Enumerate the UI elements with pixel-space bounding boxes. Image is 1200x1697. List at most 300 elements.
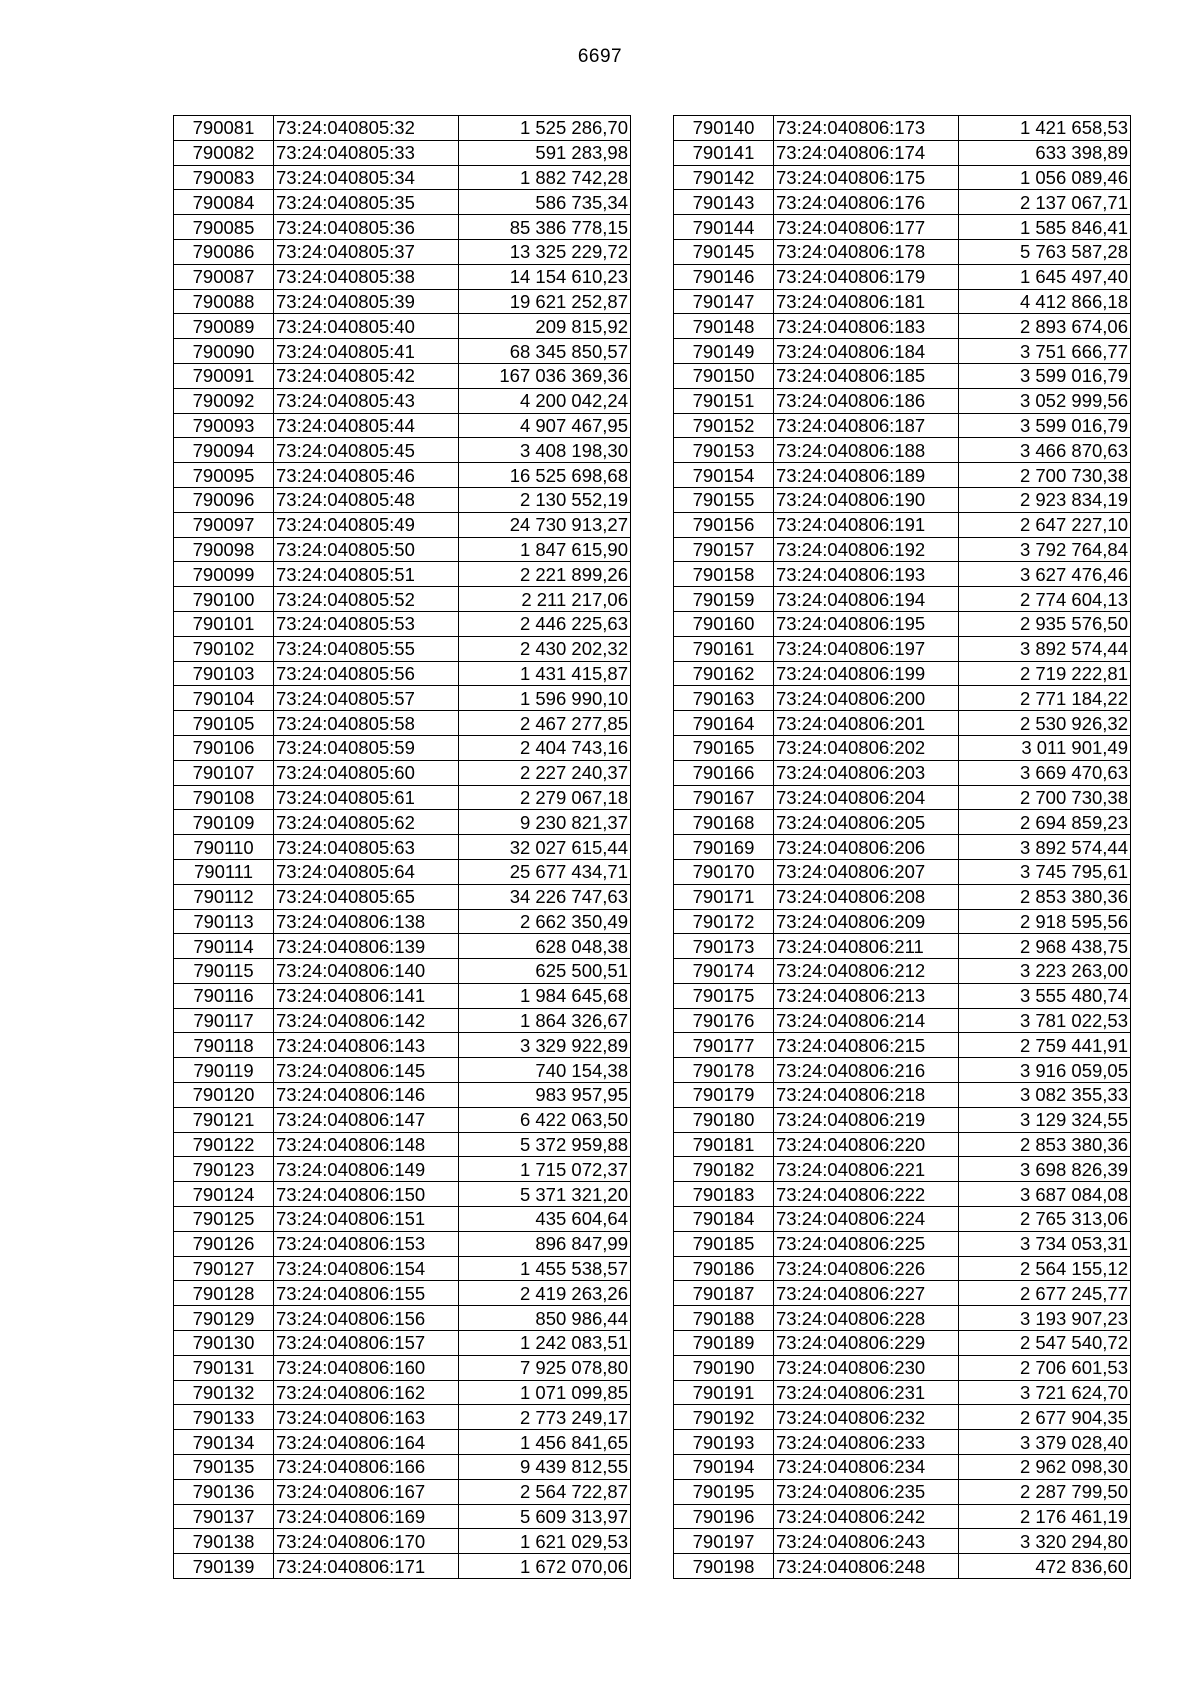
table-row (174, 884, 631, 909)
value-cell: 2 853 380,36 (959, 884, 1131, 909)
cadastral-number-cell: 73:24:040806:176 (774, 190, 959, 215)
table-row (674, 1479, 1131, 1504)
table-row (174, 1008, 631, 1033)
row-id-cell: 790101 (174, 611, 274, 636)
value-cell: 2 968 438,75 (959, 934, 1131, 959)
value-cell: 2 962 098,30 (959, 1455, 1131, 1480)
row-id-cell: 790186 (674, 1256, 774, 1281)
row-id-cell: 790150 (674, 363, 774, 388)
table-row (174, 959, 631, 984)
value-cell: 1 864 326,67 (459, 1008, 631, 1033)
table-row (174, 934, 631, 959)
table-row (174, 1430, 631, 1455)
value-cell: 4 412 866,18 (959, 289, 1131, 314)
cadastral-number-cell: 73:24:040806:139 (274, 934, 459, 959)
value-cell: 32 027 615,44 (459, 835, 631, 860)
table-row (674, 487, 1131, 512)
value-cell: 1 585 846,41 (959, 215, 1131, 240)
cadastral-number-cell: 73:24:040805:33 (274, 140, 459, 165)
row-id-cell: 790123 (174, 1157, 274, 1182)
row-id-cell: 790184 (674, 1207, 774, 1232)
table-row (674, 1331, 1131, 1356)
row-id-cell: 790162 (674, 661, 774, 686)
table-row (674, 686, 1131, 711)
value-cell: 3 745 795,61 (959, 859, 1131, 884)
row-id-cell: 790180 (674, 1107, 774, 1132)
row-id-cell: 790126 (174, 1231, 274, 1256)
table-row (674, 438, 1131, 463)
table-row (674, 636, 1131, 661)
value-cell: 85 386 778,15 (459, 215, 631, 240)
table-row (174, 1107, 631, 1132)
row-id-cell: 790147 (674, 289, 774, 314)
value-cell: 896 847,99 (459, 1231, 631, 1256)
table-row (174, 1182, 631, 1207)
table-row (674, 1355, 1131, 1380)
table-row (674, 1306, 1131, 1331)
cadastral-number-cell: 73:24:040806:204 (774, 785, 959, 810)
cadastral-number-cell: 73:24:040805:57 (274, 686, 459, 711)
table-row (674, 165, 1131, 190)
cadastral-number-cell: 73:24:040805:43 (274, 388, 459, 413)
value-cell: 3 223 263,00 (959, 959, 1131, 984)
row-id-cell: 790198 (674, 1554, 774, 1579)
row-id-cell: 790170 (674, 859, 774, 884)
row-id-cell: 790190 (674, 1355, 774, 1380)
cadastral-number-cell: 73:24:040806:194 (774, 587, 959, 612)
row-id-cell: 790118 (174, 1033, 274, 1058)
table-row (674, 810, 1131, 835)
table-row (674, 1455, 1131, 1480)
cadastral-number-cell: 73:24:040806:193 (774, 562, 959, 587)
table-row (674, 339, 1131, 364)
table-row (674, 1281, 1131, 1306)
cadastral-number-cell: 73:24:040806:220 (774, 1132, 959, 1157)
table-row (174, 1380, 631, 1405)
table-row (174, 190, 631, 215)
value-cell: 740 154,38 (459, 1058, 631, 1083)
row-id-cell: 790115 (174, 959, 274, 984)
table-row (674, 785, 1131, 810)
row-id-cell: 790164 (674, 711, 774, 736)
table-row (674, 1058, 1131, 1083)
cadastral-number-cell: 73:24:040805:55 (274, 636, 459, 661)
row-id-cell: 790083 (174, 165, 274, 190)
row-id-cell: 790119 (174, 1058, 274, 1083)
value-cell: 435 604,64 (459, 1207, 631, 1232)
table-row (174, 1207, 631, 1232)
row-id-cell: 790106 (174, 735, 274, 760)
cadastral-number-cell: 73:24:040806:199 (774, 661, 959, 686)
table-row (674, 239, 1131, 264)
cadastral-number-cell: 73:24:040806:142 (274, 1008, 459, 1033)
value-cell: 3 599 016,79 (959, 413, 1131, 438)
cadastral-number-cell: 73:24:040805:58 (274, 711, 459, 736)
value-cell: 3 916 059,05 (959, 1058, 1131, 1083)
table-row (674, 1231, 1131, 1256)
row-id-cell: 790087 (174, 264, 274, 289)
cadastral-number-cell: 73:24:040806:187 (774, 413, 959, 438)
value-cell: 2 211 217,06 (459, 587, 631, 612)
row-id-cell: 790178 (674, 1058, 774, 1083)
row-id-cell: 790158 (674, 562, 774, 587)
row-id-cell: 790136 (174, 1479, 274, 1504)
table-row (174, 661, 631, 686)
row-id-cell: 790088 (174, 289, 274, 314)
row-id-cell: 790181 (674, 1132, 774, 1157)
row-id-cell: 790144 (674, 215, 774, 240)
table-row (174, 487, 631, 512)
value-cell: 1 621 029,53 (459, 1529, 631, 1554)
value-cell: 2 221 899,26 (459, 562, 631, 587)
value-cell: 3 052 999,56 (959, 388, 1131, 413)
cadastral-number-cell: 73:24:040805:51 (274, 562, 459, 587)
table-row (174, 785, 631, 810)
cadastral-number-cell: 73:24:040806:243 (774, 1529, 959, 1554)
value-cell: 1 847 615,90 (459, 537, 631, 562)
cadastral-number-cell: 73:24:040805:59 (274, 735, 459, 760)
cadastral-number-cell: 73:24:040806:150 (274, 1182, 459, 1207)
cadastral-number-cell: 73:24:040806:169 (274, 1504, 459, 1529)
table-row (174, 1455, 631, 1480)
cadastral-number-cell: 73:24:040806:163 (274, 1405, 459, 1430)
row-id-cell: 790195 (674, 1479, 774, 1504)
cadastral-number-cell: 73:24:040806:153 (274, 1231, 459, 1256)
table-row (674, 909, 1131, 934)
value-cell: 1 421 658,53 (959, 116, 1131, 141)
left-data-table (173, 115, 631, 1579)
table-row (174, 512, 631, 537)
table-row (174, 1231, 631, 1256)
row-id-cell: 790196 (674, 1504, 774, 1529)
row-id-cell: 790085 (174, 215, 274, 240)
row-id-cell: 790104 (174, 686, 274, 711)
row-id-cell: 790142 (674, 165, 774, 190)
value-cell: 2 677 245,77 (959, 1281, 1131, 1306)
row-id-cell: 790153 (674, 438, 774, 463)
row-id-cell: 790122 (174, 1132, 274, 1157)
row-id-cell: 790116 (174, 983, 274, 1008)
row-id-cell: 790107 (174, 760, 274, 785)
value-cell: 2 765 313,06 (959, 1207, 1131, 1232)
cadastral-number-cell: 73:24:040806:216 (774, 1058, 959, 1083)
table-row (174, 165, 631, 190)
row-id-cell: 790140 (674, 116, 774, 141)
value-cell: 1 456 841,65 (459, 1430, 631, 1455)
cadastral-number-cell: 73:24:040806:191 (774, 512, 959, 537)
value-cell: 2 176 461,19 (959, 1504, 1131, 1529)
value-cell: 2 287 799,50 (959, 1479, 1131, 1504)
value-cell: 3 082 355,33 (959, 1083, 1131, 1108)
value-cell: 3 320 294,80 (959, 1529, 1131, 1554)
cadastral-number-cell: 73:24:040806:190 (774, 487, 959, 512)
value-cell: 5 763 587,28 (959, 239, 1131, 264)
row-id-cell: 790175 (674, 983, 774, 1008)
row-id-cell: 790165 (674, 735, 774, 760)
cadastral-number-cell: 73:24:040806:201 (774, 711, 959, 736)
value-cell: 3 329 922,89 (459, 1033, 631, 1058)
row-id-cell: 790125 (174, 1207, 274, 1232)
value-cell: 2 446 225,63 (459, 611, 631, 636)
value-cell: 3 555 480,74 (959, 983, 1131, 1008)
table-row (674, 1107, 1131, 1132)
value-cell: 2 694 859,23 (959, 810, 1131, 835)
row-id-cell: 790132 (174, 1380, 274, 1405)
row-id-cell: 790187 (674, 1281, 774, 1306)
value-cell: 1 672 070,06 (459, 1554, 631, 1579)
cadastral-number-cell: 73:24:040806:157 (274, 1331, 459, 1356)
value-cell: 5 372 959,88 (459, 1132, 631, 1157)
row-id-cell: 790152 (674, 413, 774, 438)
cadastral-number-cell: 73:24:040806:184 (774, 339, 959, 364)
table-row (674, 463, 1131, 488)
value-cell: 2 564 722,87 (459, 1479, 631, 1504)
table-row (674, 1405, 1131, 1430)
value-cell: 2 771 184,22 (959, 686, 1131, 711)
row-id-cell: 790135 (174, 1455, 274, 1480)
table-row (174, 1529, 631, 1554)
table-row (174, 1157, 631, 1182)
row-id-cell: 790155 (674, 487, 774, 512)
cadastral-number-cell: 73:24:040806:178 (774, 239, 959, 264)
cadastral-number-cell: 73:24:040805:53 (274, 611, 459, 636)
cadastral-number-cell: 73:24:040806:213 (774, 983, 959, 1008)
cadastral-number-cell: 73:24:040806:162 (274, 1380, 459, 1405)
value-cell: 3 751 666,77 (959, 339, 1131, 364)
row-id-cell: 790157 (674, 537, 774, 562)
value-cell: 586 735,34 (459, 190, 631, 215)
cadastral-number-cell: 73:24:040806:167 (274, 1479, 459, 1504)
value-cell: 3 466 870,63 (959, 438, 1131, 463)
row-id-cell: 790197 (674, 1529, 774, 1554)
row-id-cell: 790114 (174, 934, 274, 959)
value-cell: 1 645 497,40 (959, 264, 1131, 289)
table-row (174, 239, 631, 264)
value-cell: 4 907 467,95 (459, 413, 631, 438)
table-row (174, 711, 631, 736)
table-row (174, 339, 631, 364)
cadastral-number-cell: 73:24:040805:41 (274, 339, 459, 364)
table-row (674, 1008, 1131, 1033)
row-id-cell: 790139 (174, 1554, 274, 1579)
cadastral-number-cell: 73:24:040806:212 (774, 959, 959, 984)
cadastral-number-cell: 73:24:040806:148 (274, 1132, 459, 1157)
table-row (174, 909, 631, 934)
cadastral-number-cell: 73:24:040805:34 (274, 165, 459, 190)
value-cell: 2 137 067,71 (959, 190, 1131, 215)
row-id-cell: 790117 (174, 1008, 274, 1033)
table-row (674, 959, 1131, 984)
row-id-cell: 790081 (174, 116, 274, 141)
value-cell: 1 455 538,57 (459, 1256, 631, 1281)
row-id-cell: 790092 (174, 388, 274, 413)
table-row (174, 388, 631, 413)
value-cell: 3 627 476,46 (959, 562, 1131, 587)
value-cell: 1 596 990,10 (459, 686, 631, 711)
cadastral-number-cell: 73:24:040806:189 (774, 463, 959, 488)
row-id-cell: 790159 (674, 587, 774, 612)
cadastral-number-cell: 73:24:040806:186 (774, 388, 959, 413)
table-row (674, 1554, 1131, 1579)
row-id-cell: 790108 (174, 785, 274, 810)
table-row (674, 140, 1131, 165)
table-row (674, 413, 1131, 438)
table-row (674, 983, 1131, 1008)
value-cell: 2 700 730,38 (959, 463, 1131, 488)
table-row (174, 463, 631, 488)
table-row (674, 587, 1131, 612)
value-cell: 2 467 277,85 (459, 711, 631, 736)
table-row (174, 140, 631, 165)
cadastral-number-cell: 73:24:040805:44 (274, 413, 459, 438)
table-row (174, 562, 631, 587)
page-number: 6697 (577, 46, 623, 67)
cadastral-number-cell: 73:24:040806:226 (774, 1256, 959, 1281)
row-id-cell: 790143 (674, 190, 774, 215)
row-id-cell: 790100 (174, 587, 274, 612)
cadastral-number-cell: 73:24:040805:48 (274, 487, 459, 512)
right-data-table (673, 115, 1131, 1579)
row-id-cell: 790096 (174, 487, 274, 512)
row-id-cell: 790188 (674, 1306, 774, 1331)
value-cell: 2 923 834,19 (959, 487, 1131, 512)
row-id-cell: 790194 (674, 1455, 774, 1480)
table-row (174, 810, 631, 835)
cadastral-number-cell: 73:24:040805:61 (274, 785, 459, 810)
cadastral-number-cell: 73:24:040805:35 (274, 190, 459, 215)
row-id-cell: 790095 (174, 463, 274, 488)
value-cell: 2 662 350,49 (459, 909, 631, 934)
value-cell: 2 530 926,32 (959, 711, 1131, 736)
table-row (674, 1083, 1131, 1108)
value-cell: 14 154 610,23 (459, 264, 631, 289)
cadastral-number-cell: 73:24:040806:211 (774, 934, 959, 959)
value-cell: 2 404 743,16 (459, 735, 631, 760)
value-cell: 1 071 099,85 (459, 1380, 631, 1405)
table-row (174, 1405, 631, 1430)
table-row (674, 835, 1131, 860)
value-cell: 9 439 812,55 (459, 1455, 631, 1480)
value-cell: 2 430 202,32 (459, 636, 631, 661)
row-id-cell: 790151 (674, 388, 774, 413)
cadastral-number-cell: 73:24:040806:147 (274, 1107, 459, 1132)
row-id-cell: 790185 (674, 1231, 774, 1256)
value-cell: 2 279 067,18 (459, 785, 631, 810)
row-id-cell: 790097 (174, 512, 274, 537)
value-cell: 6 422 063,50 (459, 1107, 631, 1132)
table-row (174, 760, 631, 785)
row-id-cell: 790089 (174, 314, 274, 339)
table-row (174, 1479, 631, 1504)
table-row (674, 661, 1131, 686)
cadastral-number-cell: 73:24:040805:40 (274, 314, 459, 339)
cadastral-number-cell: 73:24:040806:149 (274, 1157, 459, 1182)
cadastral-number-cell: 73:24:040806:228 (774, 1306, 959, 1331)
cadastral-number-cell: 73:24:040806:177 (774, 215, 959, 240)
table-row (174, 314, 631, 339)
value-cell: 19 621 252,87 (459, 289, 631, 314)
row-id-cell: 790121 (174, 1107, 274, 1132)
table-row (174, 537, 631, 562)
cadastral-number-cell: 73:24:040806:174 (774, 140, 959, 165)
cadastral-number-cell: 73:24:040806:205 (774, 810, 959, 835)
value-cell: 25 677 434,71 (459, 859, 631, 884)
row-id-cell: 790179 (674, 1083, 774, 1108)
table-row (674, 388, 1131, 413)
row-id-cell: 790172 (674, 909, 774, 934)
table-row (174, 438, 631, 463)
row-id-cell: 790189 (674, 1331, 774, 1356)
row-id-cell: 790156 (674, 512, 774, 537)
table-row (674, 1033, 1131, 1058)
row-id-cell: 790182 (674, 1157, 774, 1182)
table-row (174, 686, 631, 711)
row-id-cell: 790176 (674, 1008, 774, 1033)
cadastral-number-cell: 73:24:040806:197 (774, 636, 959, 661)
value-cell: 68 345 850,57 (459, 339, 631, 364)
cadastral-number-cell: 73:24:040806:138 (274, 909, 459, 934)
row-id-cell: 790111 (174, 859, 274, 884)
value-cell: 2 700 730,38 (959, 785, 1131, 810)
value-cell: 2 647 227,10 (959, 512, 1131, 537)
table-row (674, 1504, 1131, 1529)
row-id-cell: 790191 (674, 1380, 774, 1405)
cadastral-number-cell: 73:24:040806:143 (274, 1033, 459, 1058)
table-row (674, 562, 1131, 587)
table-row (674, 1380, 1131, 1405)
value-cell: 3 781 022,53 (959, 1008, 1131, 1033)
cadastral-number-cell: 73:24:040806:141 (274, 983, 459, 1008)
value-cell: 5 609 313,97 (459, 1504, 631, 1529)
value-cell: 5 371 321,20 (459, 1182, 631, 1207)
table-row (174, 1256, 631, 1281)
value-cell: 2 853 380,36 (959, 1132, 1131, 1157)
row-id-cell: 790113 (174, 909, 274, 934)
table-row (674, 215, 1131, 240)
row-id-cell: 790137 (174, 1504, 274, 1529)
table-row (174, 1132, 631, 1157)
cadastral-number-cell: 73:24:040806:233 (774, 1430, 959, 1455)
row-id-cell: 790166 (674, 760, 774, 785)
row-id-cell: 790130 (174, 1331, 274, 1356)
value-cell: 1 525 286,70 (459, 116, 631, 141)
value-cell: 4 200 042,24 (459, 388, 631, 413)
row-id-cell: 790127 (174, 1256, 274, 1281)
value-cell: 24 730 913,27 (459, 512, 631, 537)
table-row (174, 1033, 631, 1058)
cadastral-number-cell: 73:24:040805:52 (274, 587, 459, 612)
cadastral-number-cell: 73:24:040806:195 (774, 611, 959, 636)
row-id-cell: 790148 (674, 314, 774, 339)
value-cell: 1 056 089,46 (959, 165, 1131, 190)
table-row (174, 587, 631, 612)
row-id-cell: 790110 (174, 835, 274, 860)
row-id-cell: 790146 (674, 264, 774, 289)
cadastral-number-cell: 73:24:040806:234 (774, 1455, 959, 1480)
cadastral-number-cell: 73:24:040805:50 (274, 537, 459, 562)
cadastral-number-cell: 73:24:040806:156 (274, 1306, 459, 1331)
cadastral-number-cell: 73:24:040806:160 (274, 1355, 459, 1380)
cadastral-number-cell: 73:24:040806:209 (774, 909, 959, 934)
table-row (674, 116, 1131, 141)
table-row (674, 1430, 1131, 1455)
value-cell: 3 408 198,30 (459, 438, 631, 463)
cadastral-number-cell: 73:24:040806:221 (774, 1157, 959, 1182)
table-row (674, 314, 1131, 339)
row-id-cell: 790160 (674, 611, 774, 636)
value-cell: 625 500,51 (459, 959, 631, 984)
value-cell: 2 227 240,37 (459, 760, 631, 785)
